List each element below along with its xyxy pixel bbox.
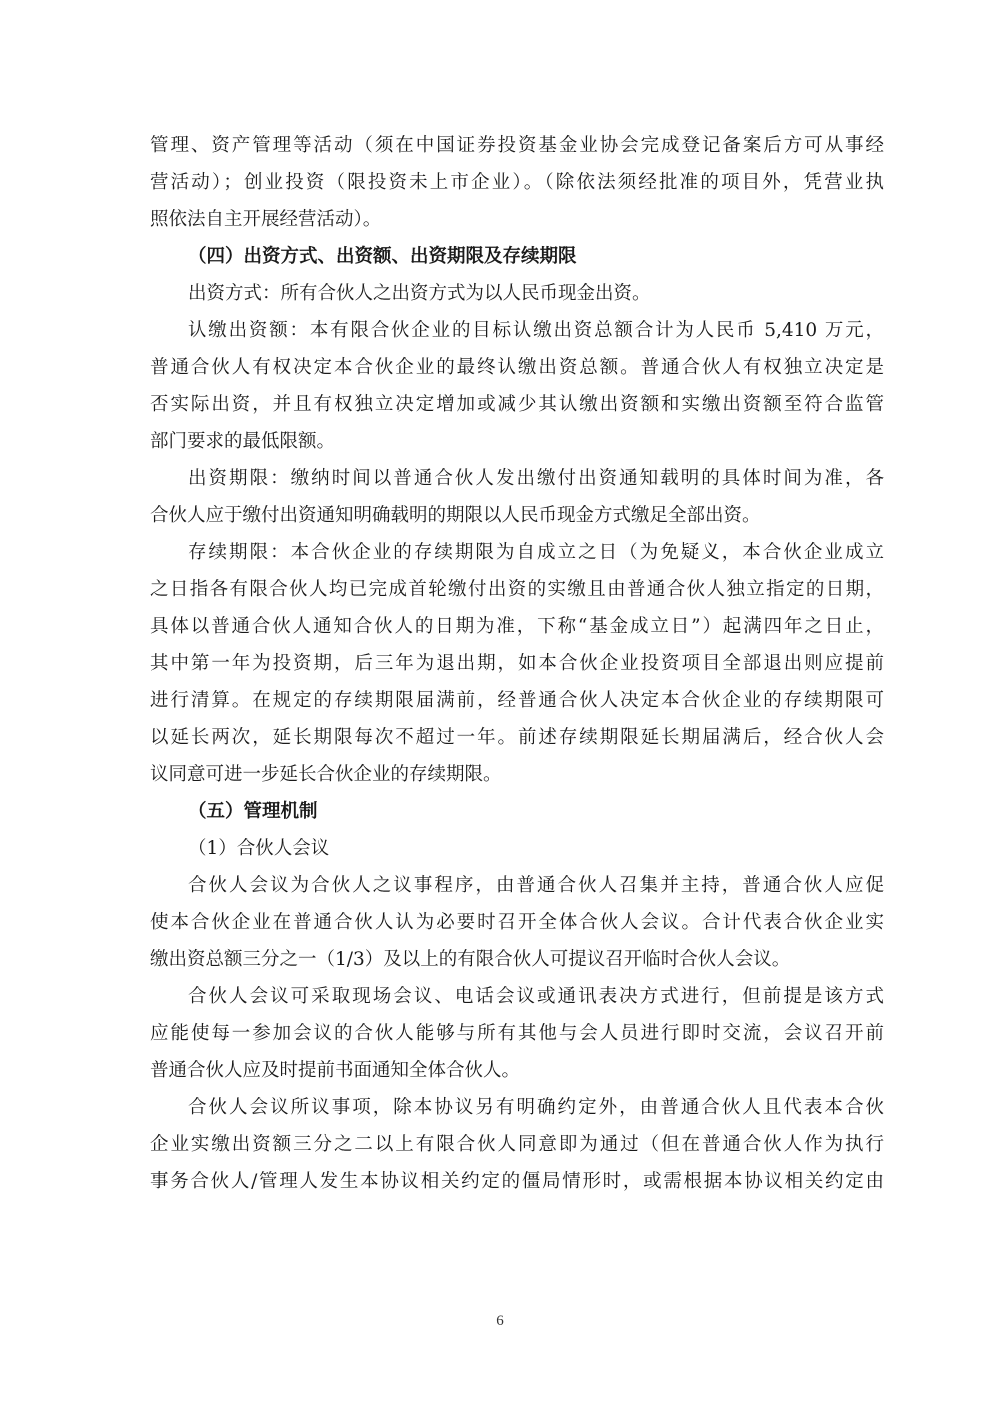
paragraph-line: 部门要求的最低限额。 <box>150 431 336 452</box>
paragraph-line: 缴出资总额三分之一（1/3）及以上的有限合伙人可提议召开临时合伙人会议。 <box>150 949 791 970</box>
paragraph-line: 事务合伙人/管理人发生本协议相关约定的僵局情形时，或需根据本协议相关约定由 <box>150 1171 884 1192</box>
document-body <box>150 127 884 1200</box>
paragraph-line: 合伙人应于缴付出资通知明确载明的期限以人民币现金方式缴足全部出资。 <box>150 505 761 526</box>
paragraph-line: 具体以普通合伙人通知合伙人的日期为准，下称“基金成立日”）起满四年之日止， <box>150 616 884 637</box>
paragraph-line: 进行清算。在规定的存续期限届满前，经普通合伙人决定本合伙企业的存续期限可 <box>150 690 884 711</box>
paragraph-line: 以延长两次，延长期限每次不超过一年。前述存续期限延长期届满后，经合伙人会 <box>150 727 884 748</box>
paragraph-line: 普通合伙人应及时提前书面通知全体合伙人。 <box>150 1060 521 1081</box>
paragraph-line: 应能使每一参加会议的合伙人能够与所有其他与会人员进行即时交流，会议召开前 <box>150 1023 884 1044</box>
paragraph-line: 使本合伙企业在普通合伙人认为必要时召开全体合伙人会议。合计代表合伙企业实 <box>150 912 884 933</box>
paragraph-line: 存续期限：本合伙企业的存续期限为自成立之日（为免疑义，本合伙企业成立 <box>188 542 884 563</box>
paragraph-line: 议同意可进一步延长合伙企业的存续期限。 <box>150 764 502 785</box>
paragraph-line: 其中第一年为投资期，后三年为退出期，如本合伙企业投资项目全部退出则应提前 <box>150 653 884 674</box>
paragraph-line: 出资期限：缴纳时间以普通合伙人发出缴付出资通知载明的具体时间为准，各 <box>188 468 884 489</box>
paragraph-line: 企业实缴出资额三分之二以上有限合伙人同意即为通过（但在普通合伙人作为执行 <box>150 1134 884 1155</box>
section-heading-5: （五）管理机制 <box>188 801 318 822</box>
paragraph-line: 合伙人会议为合伙人之议事程序，由普通合伙人召集并主持，普通合伙人应促 <box>188 875 884 896</box>
paragraph-line: 普通合伙人有权决定本合伙企业的最终认缴出资总额。普通合伙人有权独立决定是 <box>150 357 884 378</box>
paragraph-line: 合伙人会议所议事项，除本协议另有明确约定外，由普通合伙人且代表本合伙 <box>188 1097 884 1118</box>
paragraph-line: 照依法自主开展经营活动）。 <box>150 209 382 230</box>
paragraph-line: 合伙人会议可采取现场会议、电话会议或通讯表决方式进行，但前提是该方式 <box>188 986 884 1007</box>
section-heading-4: （四）出资方式、出资额、出资期限及存续期限 <box>188 246 577 267</box>
subsection-heading: （1）合伙人会议 <box>188 838 330 859</box>
paragraph-line: 否实际出资，并且有权独立决定增加或减少其认缴出资额和实缴出资额至符合监管 <box>150 394 884 415</box>
paragraph-line: 出资方式：所有合伙人之出资方式为以人民币现金出资。 <box>188 283 651 304</box>
paragraph-line: 管理、资产管理等活动（须在中国证券投资基金业协会完成登记备案后方可从事经 <box>150 135 884 156</box>
paragraph-line: 营活动）；创业投资（限投资未上市企业）。（除依法须经批准的项目外，凭营业执 <box>150 172 884 193</box>
paragraph-line: 之日指各有限合伙人均已完成首轮缴付出资的实缴且由普通合伙人独立指定的日期， <box>150 579 884 600</box>
paragraph-line: 认缴出资额：本有限合伙企业的目标认缴出资总额合计为人民币 5,410 万元， <box>188 320 884 341</box>
page-number: 6 <box>496 1313 504 1329</box>
